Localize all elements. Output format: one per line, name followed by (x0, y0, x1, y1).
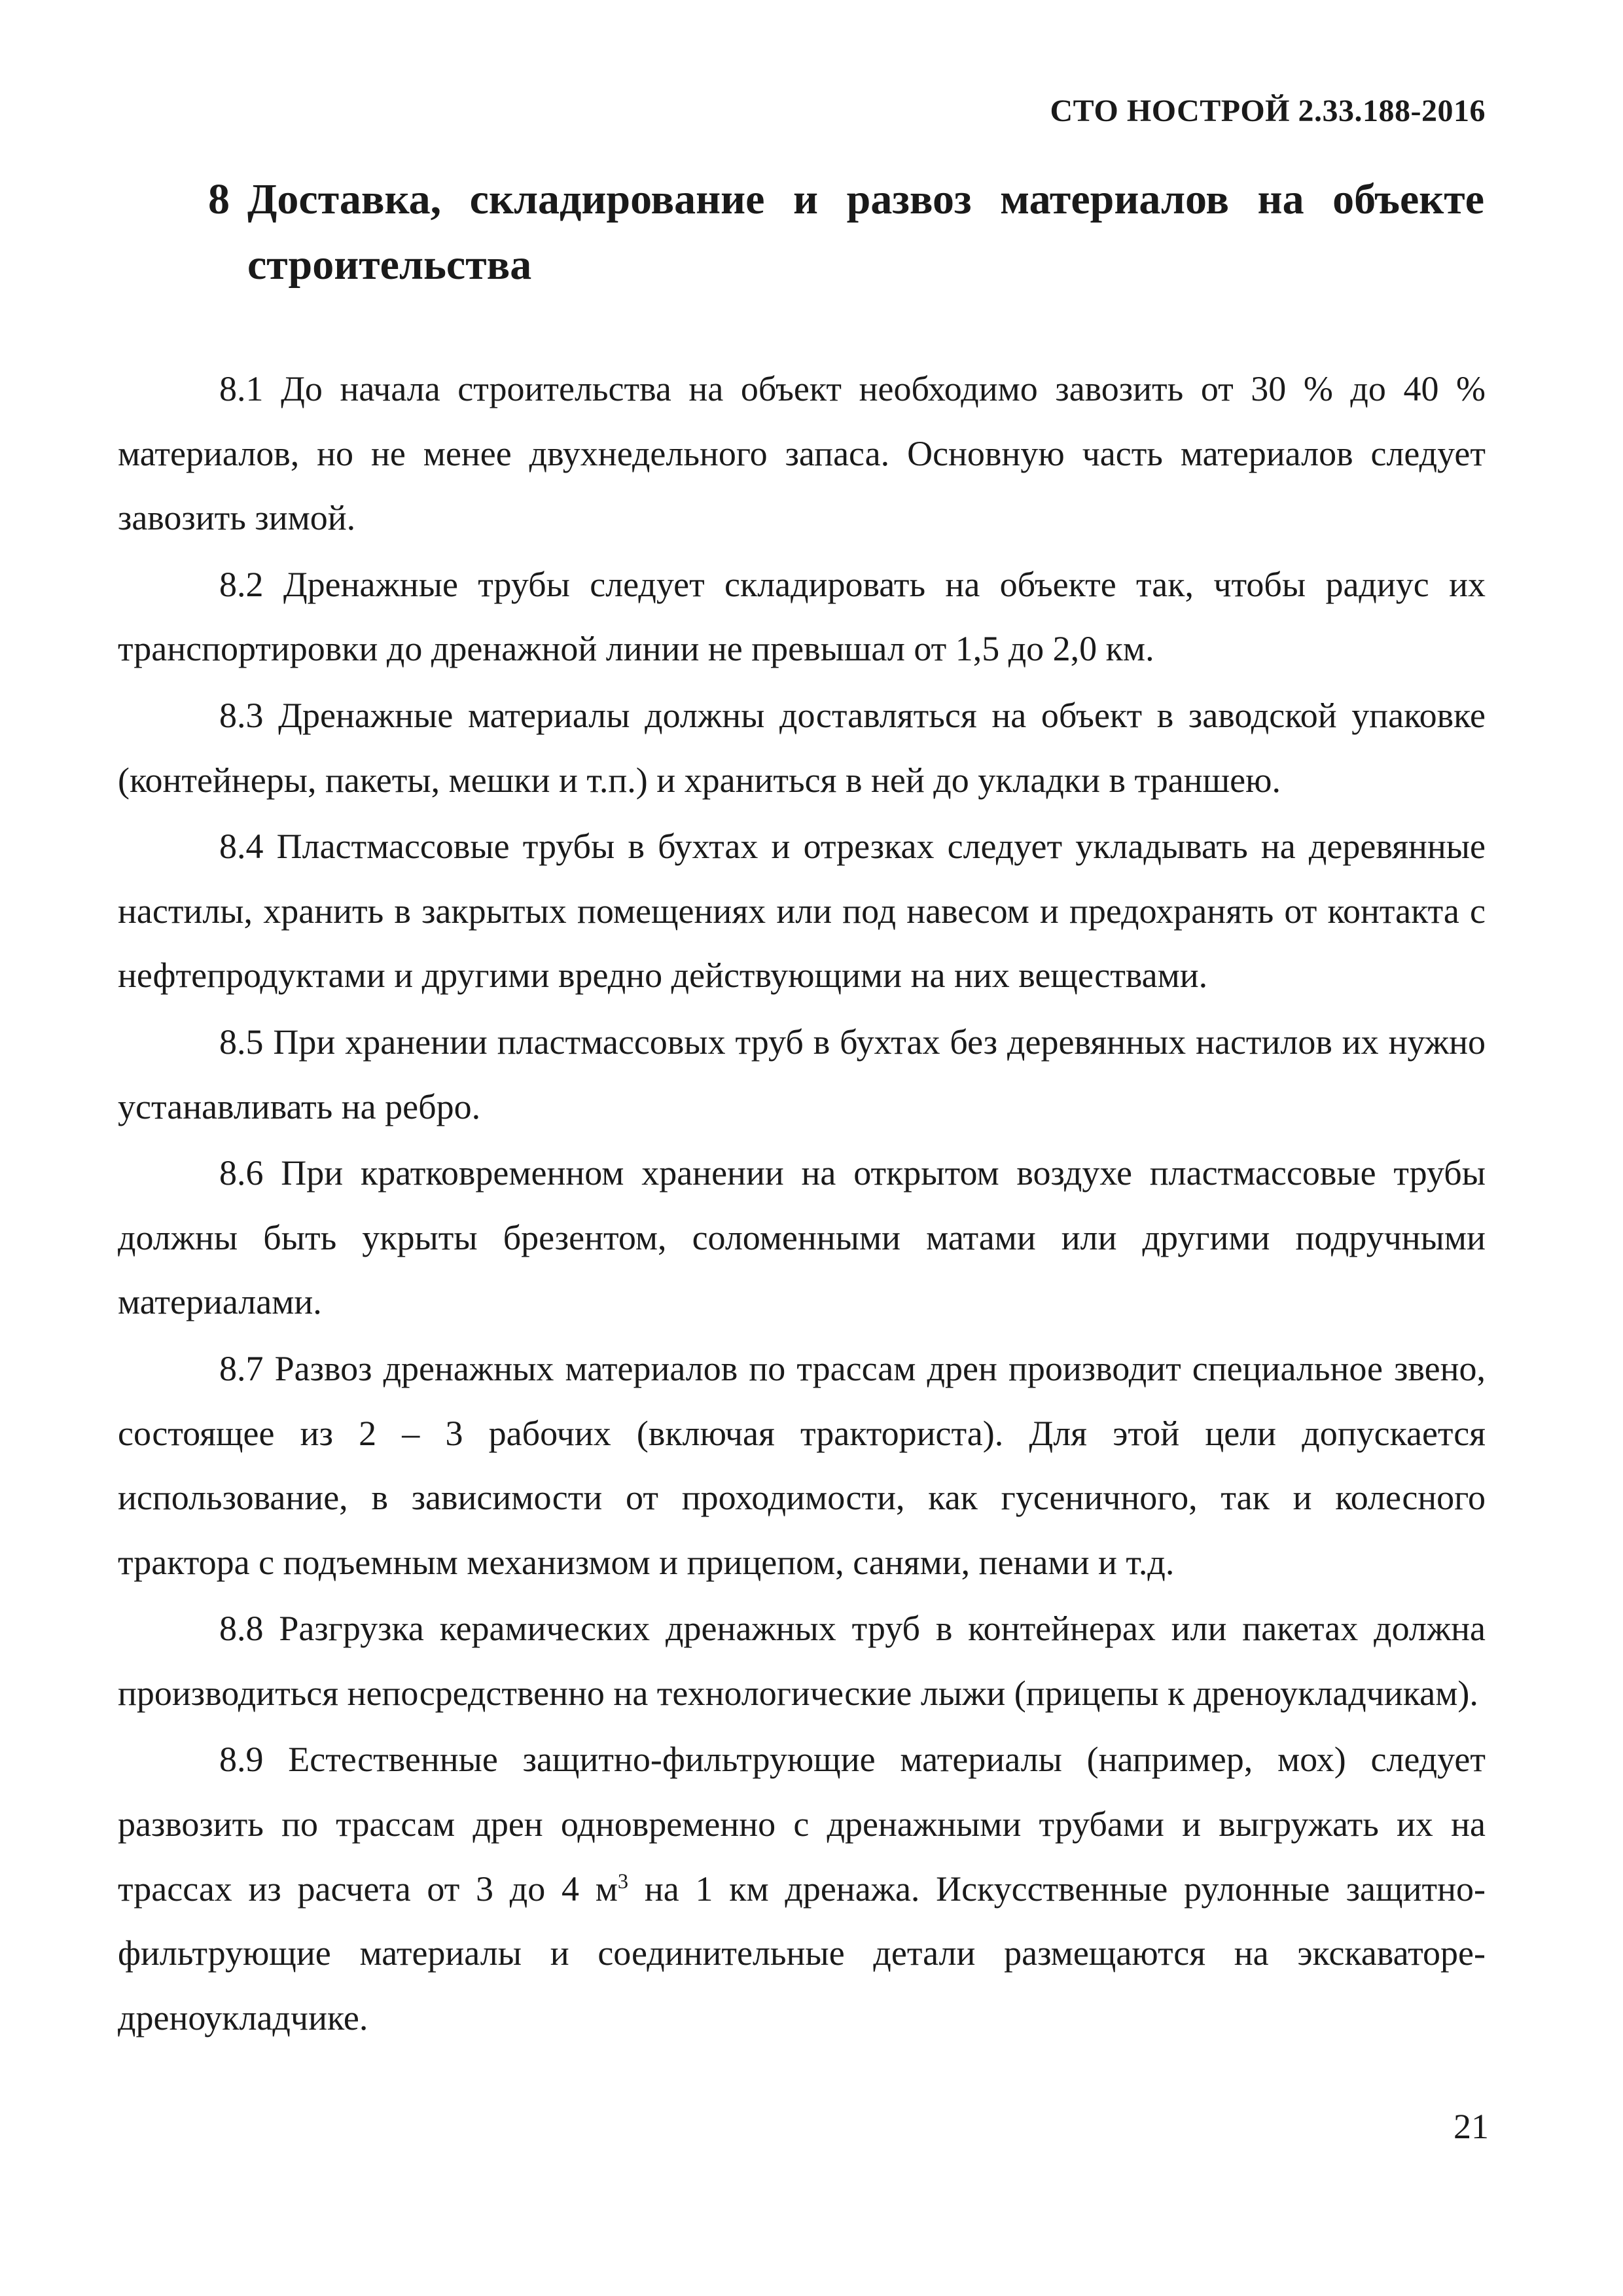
section-number: 8 (208, 175, 230, 223)
cubic-superscript: 3 (617, 1869, 629, 1893)
paragraph-8-1: 8.1 До начала строительства на объект необходимо завозить от 30 % до 40 % материалов, но не менее двухнедельного запаса. Основную часть материалов следует завозить зимой. (118, 369, 1486, 538)
paragraph-8-5: 8.5 При хранении пластмассовых труб в бухтах без деревянных настилов их нужно устанавливать на ребро. (118, 1022, 1486, 1126)
paragraph-8-6: 8.6 При кратковременном хранении на открытом воздухе пластмассовые трубы должны быть укрыты брезентом, соломенными матами или другими подручными материалами. (118, 1153, 1486, 1322)
paragraph-8-3: 8.3 Дренажные материалы должны доставляться на объект в заводской упаковке (контейнеры, пакеты, мешки и т.п.) и храниться в ней до укладки в траншею. (118, 695, 1486, 800)
section-heading (208, 167, 1484, 298)
paragraph-8-7: 8.7 Развоз дренажных материалов по трассам дрен производит специальное звено, состоящее из 2 – 3 рабочих (включая тракториста). Для этой цели допускается использование, в зависимости от проходимости, как гусеничного, так и колесного трактора с подъемным механизмом и прицепом, санями, пенами и т.д. (118, 1348, 1486, 1582)
paragraph-8-9-part-1: 8.9 Естественные защитно-фильтрующие материалы (например, мох) следует развозить по трассам дрен одновременно с дренажными трубами и выгружать их на трассах из расчета от 3 до 4 м (118, 1740, 1486, 1909)
paragraph-8-9-part-2: на 1 км дренажа. Искусственные рулонные защитно-фильтрующие материалы и соединительные детали размещаются на экскаваторе-дреноукладчике. (118, 1869, 1486, 2037)
paragraph-8-2: 8.2 Дренажные трубы следует складировать на объекте так, чтобы радиус их транспортировки до дренажной линии не превышал от 1,5 до 2,0 км. (118, 564, 1486, 669)
paragraph-8-4: 8.4 Пластмассовые трубы в бухтах и отрезках следует укладывать на деревянные настилы, хранить в закрытых помещениях или под навесом и предохранять от контакта с нефтепродуктами и другими вредно действующими на них веществами. (118, 827, 1486, 996)
section-title: Доставка, складирование и развоз материалов на объекте строительства (247, 175, 1484, 289)
document-code-header: СТО НОСТРОЙ 2.33.188-2016 (1050, 94, 1486, 128)
paragraph-8-9 (118, 1727, 1486, 2050)
page-number: 21 (1454, 2107, 1489, 2146)
paragraph-8-8: 8.8 Разгрузка керамических дренажных труб в контейнерах или пакетах должна производиться непосредственно на технологические лыжи (прицепы к дреноукладчикам). (118, 1609, 1486, 1713)
section-body (118, 357, 1486, 2052)
